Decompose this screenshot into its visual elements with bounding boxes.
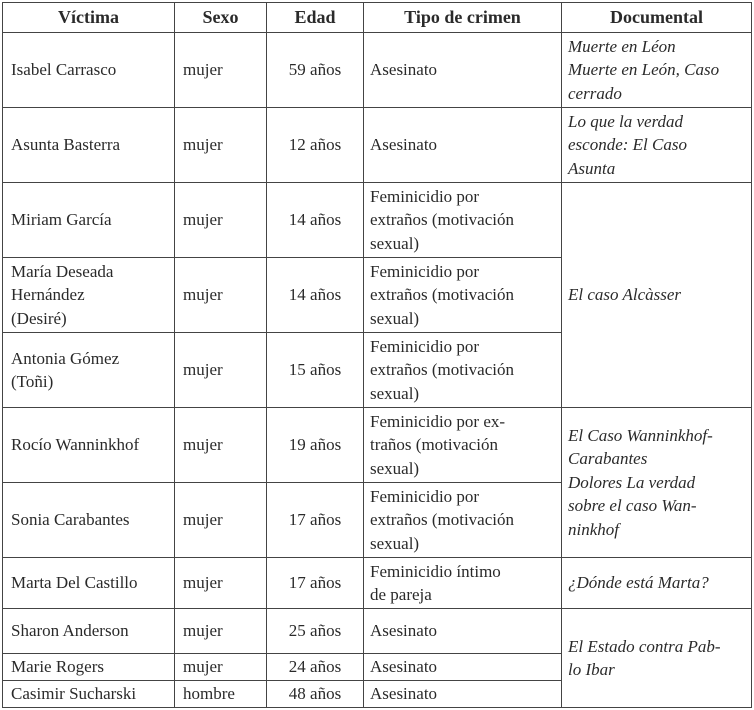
victim-name: Marta Del Castillo [11, 573, 138, 593]
victim-name: (Desiré) [11, 308, 67, 328]
age-cell: 14 años [267, 183, 364, 258]
documentary-line: ninkhof [568, 519, 619, 539]
age-cell: 17 años [267, 483, 364, 558]
documentary-line: Carabantes [568, 449, 648, 469]
victim-cell [3, 408, 175, 483]
documentary-line: Dolores La verdad [568, 472, 696, 492]
victim-cell [3, 108, 175, 183]
crime-line: Asesinato [370, 135, 438, 155]
victim-name: Isabel Carrasco [11, 60, 117, 80]
documentary-cell [562, 183, 752, 408]
documentary-cell [562, 558, 752, 609]
victim-name: Asunta Basterra [11, 135, 121, 155]
victim-cell [3, 483, 175, 558]
age-cell: 17 años [267, 558, 364, 609]
crime-line: extraños (motivación [370, 285, 514, 305]
crime-line: Feminicidio por [370, 486, 480, 506]
table-row [3, 558, 752, 609]
table-row [3, 183, 752, 258]
age-cell: 12 años [267, 108, 364, 183]
victim-name: Sharon Anderson [11, 621, 129, 641]
age-cell: 24 años [267, 654, 364, 681]
victim-name: Rocío Wanninkhof [11, 435, 140, 455]
documentary-line: esconde: El Caso [568, 135, 687, 155]
crime-line: traños (motivación [370, 435, 498, 455]
crime-line: Feminicidio por ex- [370, 411, 506, 431]
age-cell: 19 años [267, 408, 364, 483]
documentary-line: Muerte en Léon [568, 36, 676, 56]
victim-cell [3, 333, 175, 408]
crime-line: sexual) [370, 383, 420, 403]
victim-cell [3, 609, 175, 654]
documentary-line: cerrado [568, 83, 622, 103]
victim-cell [3, 183, 175, 258]
crime-line: sexual) [370, 533, 420, 553]
crime-line: Feminicidio íntimo [370, 561, 501, 581]
crime-cell [364, 483, 562, 558]
sex-cell: hombre [175, 681, 267, 708]
crime-line: Asesinato [370, 60, 438, 80]
crime-cell [364, 654, 562, 681]
age-cell: 14 años [267, 258, 364, 333]
sex-cell: mujer [175, 483, 267, 558]
sex-cell: mujer [175, 609, 267, 654]
crime-line: Asesinato [370, 621, 438, 641]
crime-cell [364, 108, 562, 183]
crime-line: Feminicidio por [370, 186, 480, 206]
victim-cell [3, 681, 175, 708]
crime-line: Feminicidio por [370, 336, 480, 356]
victim-name: Sonia Carabantes [11, 510, 130, 530]
age-cell: 15 años [267, 333, 364, 408]
documentary-cell [562, 108, 752, 183]
documentary-line: lo Ibar [568, 660, 615, 679]
sex-cell: mujer [175, 654, 267, 681]
victim-name: (Toñi) [11, 372, 54, 391]
documentary-line: sobre el caso Wan- [568, 496, 697, 516]
documentary-cell [562, 609, 752, 708]
crime-cell [364, 183, 562, 258]
victims-table [2, 2, 752, 708]
header-documentary: Documental [562, 3, 752, 33]
table-row [3, 609, 752, 654]
age-cell: 59 años [267, 33, 364, 108]
victim-cell [3, 654, 175, 681]
victim-name: Marie Rogers [11, 657, 105, 677]
crime-cell [364, 258, 562, 333]
documentary-cell [562, 408, 752, 558]
age-cell: 25 años [267, 609, 364, 654]
crime-line: Asesinato [370, 657, 438, 677]
documentary-line: Muerte en León, Caso [568, 60, 720, 80]
header-victim: Víctima [3, 3, 175, 33]
sex-cell: mujer [175, 108, 267, 183]
documentary-line: Asunta [568, 158, 616, 178]
documentary-line: ¿Dónde está Marta? [568, 573, 709, 593]
sex-cell: mujer [175, 33, 267, 108]
victim-name: Antonia Gómez [11, 348, 120, 368]
crime-cell [364, 609, 562, 654]
victim-name: Casimir Sucharski [11, 684, 137, 704]
table-header-row [3, 3, 752, 33]
table-row [3, 33, 752, 108]
sex-cell: mujer [175, 183, 267, 258]
crime-line: Feminicidio por [370, 261, 480, 281]
crime-cell [364, 33, 562, 108]
crime-cell [364, 408, 562, 483]
documentary-line: El caso Alcàsser [568, 285, 682, 305]
documentary-line: El Caso Wanninkhof- [568, 425, 713, 445]
crime-line: Asesinato [370, 684, 438, 704]
victim-cell [3, 558, 175, 609]
sex-cell: mujer [175, 558, 267, 609]
victim-cell [3, 33, 175, 108]
sex-cell: mujer [175, 408, 267, 483]
table-row [3, 408, 752, 483]
documentary-cell [562, 33, 752, 108]
documentary-line: El Estado contra Pab- [568, 636, 721, 656]
crime-line: sexual) [370, 308, 420, 328]
victim-cell [3, 258, 175, 333]
victim-name: Miriam García [11, 210, 112, 230]
crime-line: sexual) [370, 233, 420, 253]
sex-cell: mujer [175, 333, 267, 408]
victim-name: María Deseada [11, 261, 114, 281]
header-crime-type: Tipo de crimen [364, 3, 562, 33]
documentary-line: Lo que la verdad [568, 111, 684, 131]
crime-cell [364, 558, 562, 609]
crime-line: sexual) [370, 458, 420, 478]
crime-cell [364, 681, 562, 708]
age-cell: 48 años [267, 681, 364, 708]
crime-line: extraños (motivación [370, 510, 514, 530]
crime-line: de pareja [370, 585, 432, 604]
header-age: Edad [267, 3, 364, 33]
table-row [3, 108, 752, 183]
sex-cell: mujer [175, 258, 267, 333]
crime-cell [364, 333, 562, 408]
header-sex: Sexo [175, 3, 267, 33]
crime-line: extraños (motivación [370, 210, 514, 230]
victim-name: Hernández [11, 285, 85, 305]
crime-line: extraños (motivación [370, 360, 514, 380]
